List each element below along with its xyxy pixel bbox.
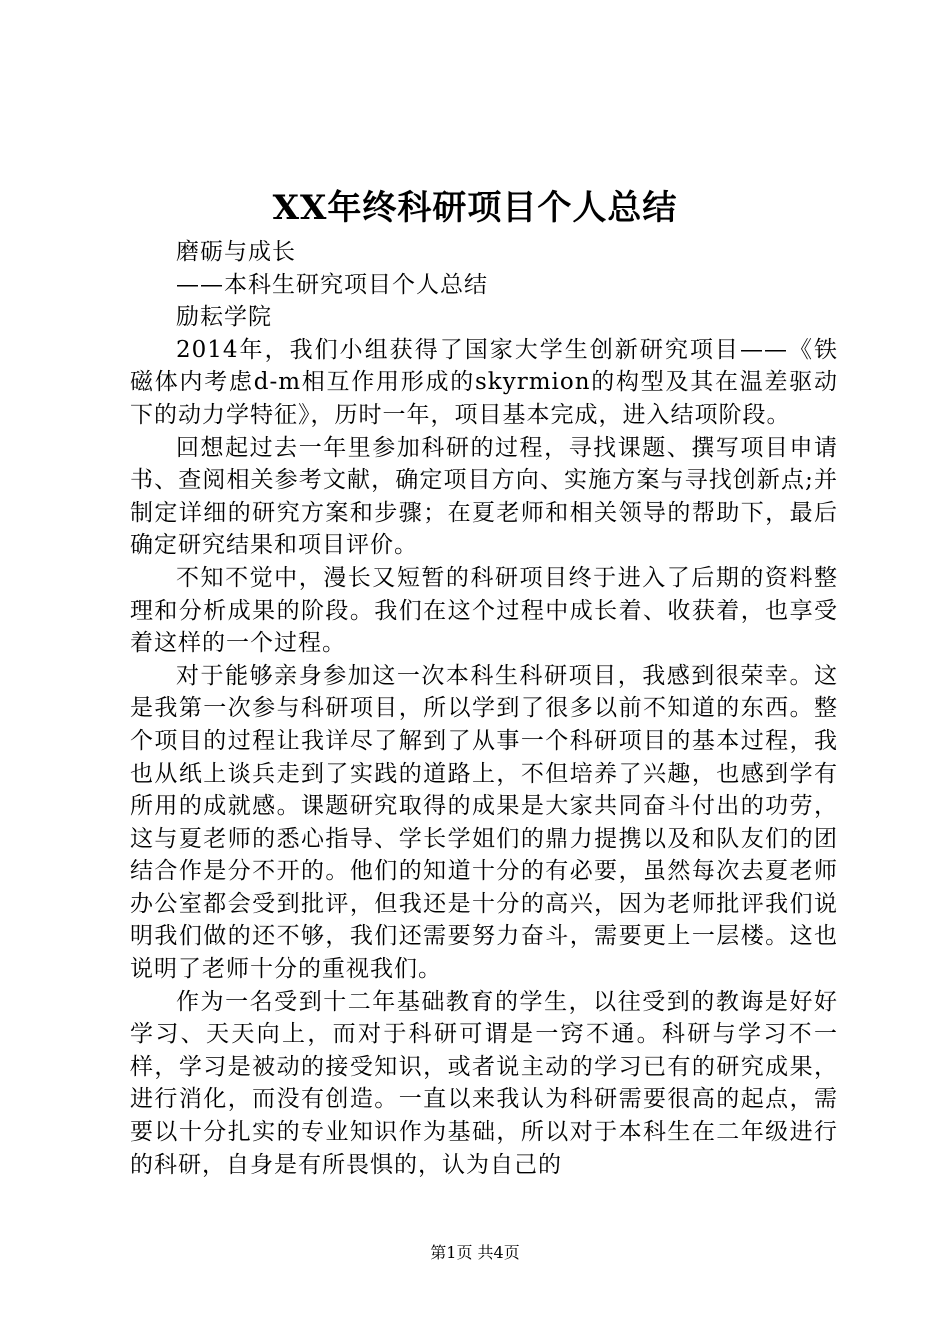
paragraph-subheading: ——本科生研究项目个人总结	[176, 271, 488, 298]
paragraph-subtitle: 磨砺与成长	[176, 239, 296, 265]
page-footer: 第1页 共4页	[430, 1243, 520, 1262]
paragraph-institution: 励耘学院	[176, 304, 272, 331]
paragraph: 不知不觉中，漫长又短暂的科研项目终于进入了后期的资料整理和分析成果的阶段。我们在这个过程中成长着、收获着，也享受着这样的一个过程。	[130, 564, 838, 657]
paragraph: 作为一名受到十二年基础教育的学生，以往受到的教诲是好好学习、天天向上，而对于科研可谓是一窍不通。科研与学习不一样，学习是被动的接受知识，或者说主动的学习已有的研究成果，进行消化，而没有创造。一直以来我认为科研需要很高的起点，需要以十分扎实的专业知识作为基础，所以对于本科生在二年级进行的科研，自身是有所畏惧的，认为自己的	[130, 988, 838, 1178]
paragraph: 对于能够亲身参加这一次本科生科研项目，我感到很荣幸。这是我第一次参与科研项目，所以学到了很多以前不知道的东西。整个项目的过程让我详尽了解到了从事一个科研项目的基本过程，我也从纸上谈兵走到了实践的道路上，不但培养了兴趣，也感到学有所用的成就感。课题研究取得的成果是大家共同奋斗付出的功劳，这与夏老师的悉心指导、学长学姐们的鼎力提携以及和队友们的团结合作是分不开的。他们的知道十分的有必要，虽然每次去夏老师办公室都会受到批评，但我还是十分的高兴，因为老师批评我们说明我们做的还不够，我们还需要努力奋斗，需要更上一层楼。这也说明了老师十分的重视我们。	[130, 662, 838, 983]
paragraph: 2014年，我们小组获得了国家大学生创新研究项目——《铁磁体内考虑d-m相互作用形成的skyrmion的构型及其在温差驱动下的动力学特征》，历时一年，项目基本完成，进入结项阶段。	[130, 336, 838, 428]
document-body	[130, 236, 838, 1181]
document-title: XX年终科研项目个人总结	[272, 188, 678, 228]
paragraph: 回想起过去一年里参加科研的过程，寻找课题、撰写项目申请书、查阅相关参考文献，确定项目方向、实施方案与寻找创新点;并制定详细的研究方案和步骤；在夏老师和相关领导的帮助下，最后确定研究结果和项目评价。	[130, 434, 838, 559]
